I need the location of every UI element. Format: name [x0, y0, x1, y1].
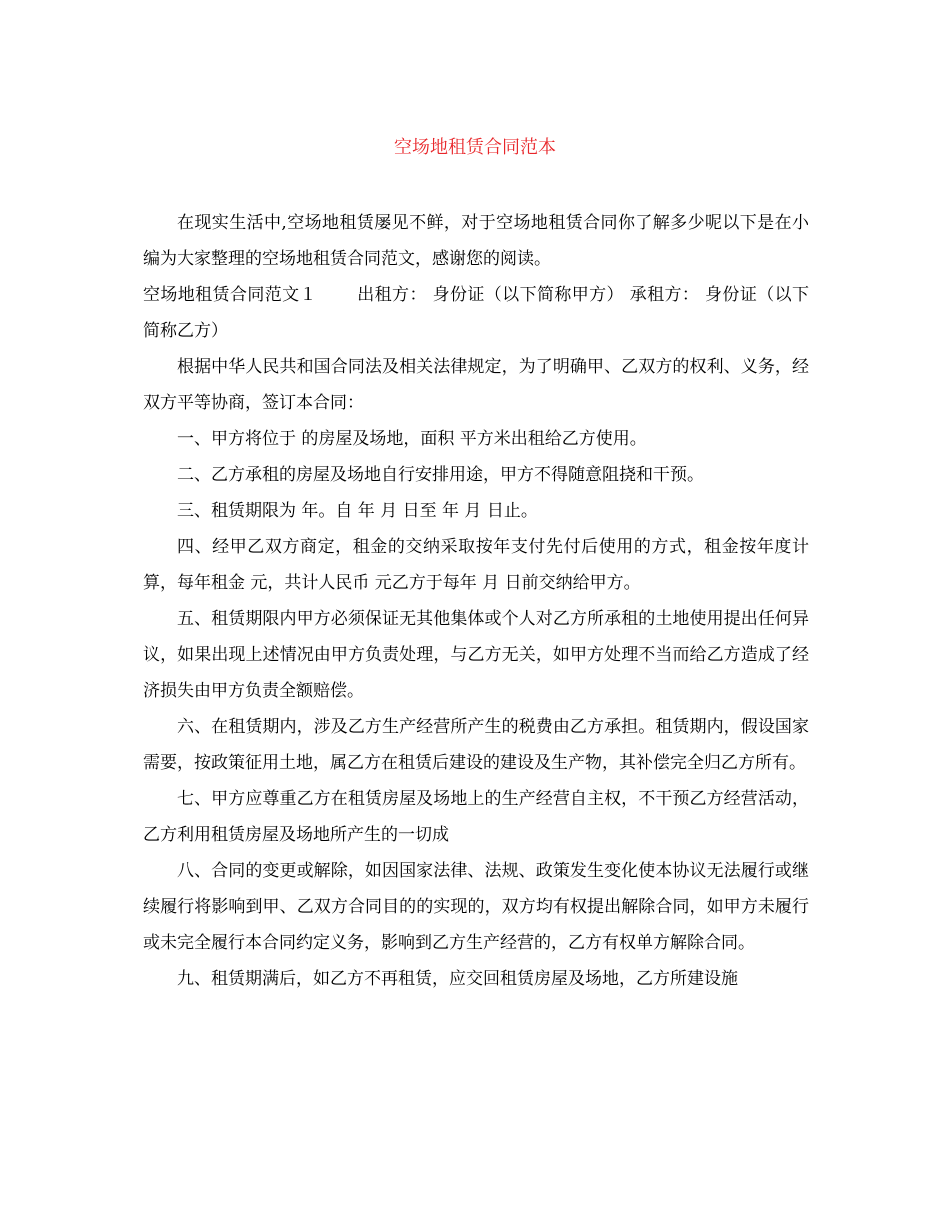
clause-5: 五、租赁期限内甲方必须保证无其他集体或个人对乙方所承租的土地使用提出任何异议，如果出现上述情况由甲方负责处理，与乙方无关，如甲方处理不当而给乙方造成了经济损失由甲方负责全额赔偿。 — [143, 609, 809, 701]
preamble-paragraph: 根据中华人民共和国合同法及相关法律规定，为了明确甲、乙双方的权利、义务，经双方平等协商，签订本合同： — [143, 357, 809, 413]
clause-8: 八、合同的变更或解除，如因国家法律、法规、政策发生变化使本协议无法履行或继续履行将影响到甲、乙双方合同目的的实现的，双方均有权提出解除合同，如甲方未履行或未完全履行本合同约定义务，影响到乙方生产经营的，乙方有权单方解除合同。 — [143, 861, 809, 953]
clause-1: 一、甲方将位于 的房屋及场地，面积 平方米出租给乙方使用。 — [177, 429, 647, 449]
document-title: 空场地租赁合同范本 — [394, 137, 556, 158]
clause-9: 九、租赁期满后，如乙方不再租赁，应交回租赁房屋及场地，乙方所建设施 — [177, 969, 738, 989]
sample-heading: 空场地租赁合同范文１ — [143, 285, 317, 305]
sample-heading-line — [143, 277, 809, 349]
clause-4: 四、经甲乙双方商定，租金的交纳采取按年支付先付后使用的方式，租金按年度计算，每年租金 元，共计人民币 元乙方于每年 月 日前交纳给甲方。 — [143, 537, 809, 593]
intro-paragraph: 在现实生活中,空场地租赁屡见不鲜，对于空场地租赁合同你了解多少呢以下是在小编为大家整理的空场地租赁合同范文，感谢您的阅读。 — [143, 213, 809, 269]
clause-3: 三、租赁期限为 年。自 年 月 日至 年 月 日止。 — [177, 501, 538, 521]
clause-6: 六、在租赁期内，涉及乙方生产经营所产生的税费由乙方承担。租赁期内，假设国家需要，按政策征用土地，属乙方在租赁后建设的建设及生产物，其补偿完全归乙方所有。 — [143, 717, 809, 773]
clause-7: 七、甲方应尊重乙方在租赁房屋及场地上的生产经营自主权，不干预乙方经营活动，乙方利用租赁房屋及场地所产生的一切成 — [143, 789, 809, 845]
clause-2: 二、乙方承租的房屋及场地自行安排用途，甲方不得随意阻挠和干预。 — [177, 465, 704, 485]
document-body — [143, 205, 809, 997]
parties-text: 出租方： 身份证（以下简称甲方） 承租方： 身份证（以下简称乙方） — [143, 285, 809, 341]
